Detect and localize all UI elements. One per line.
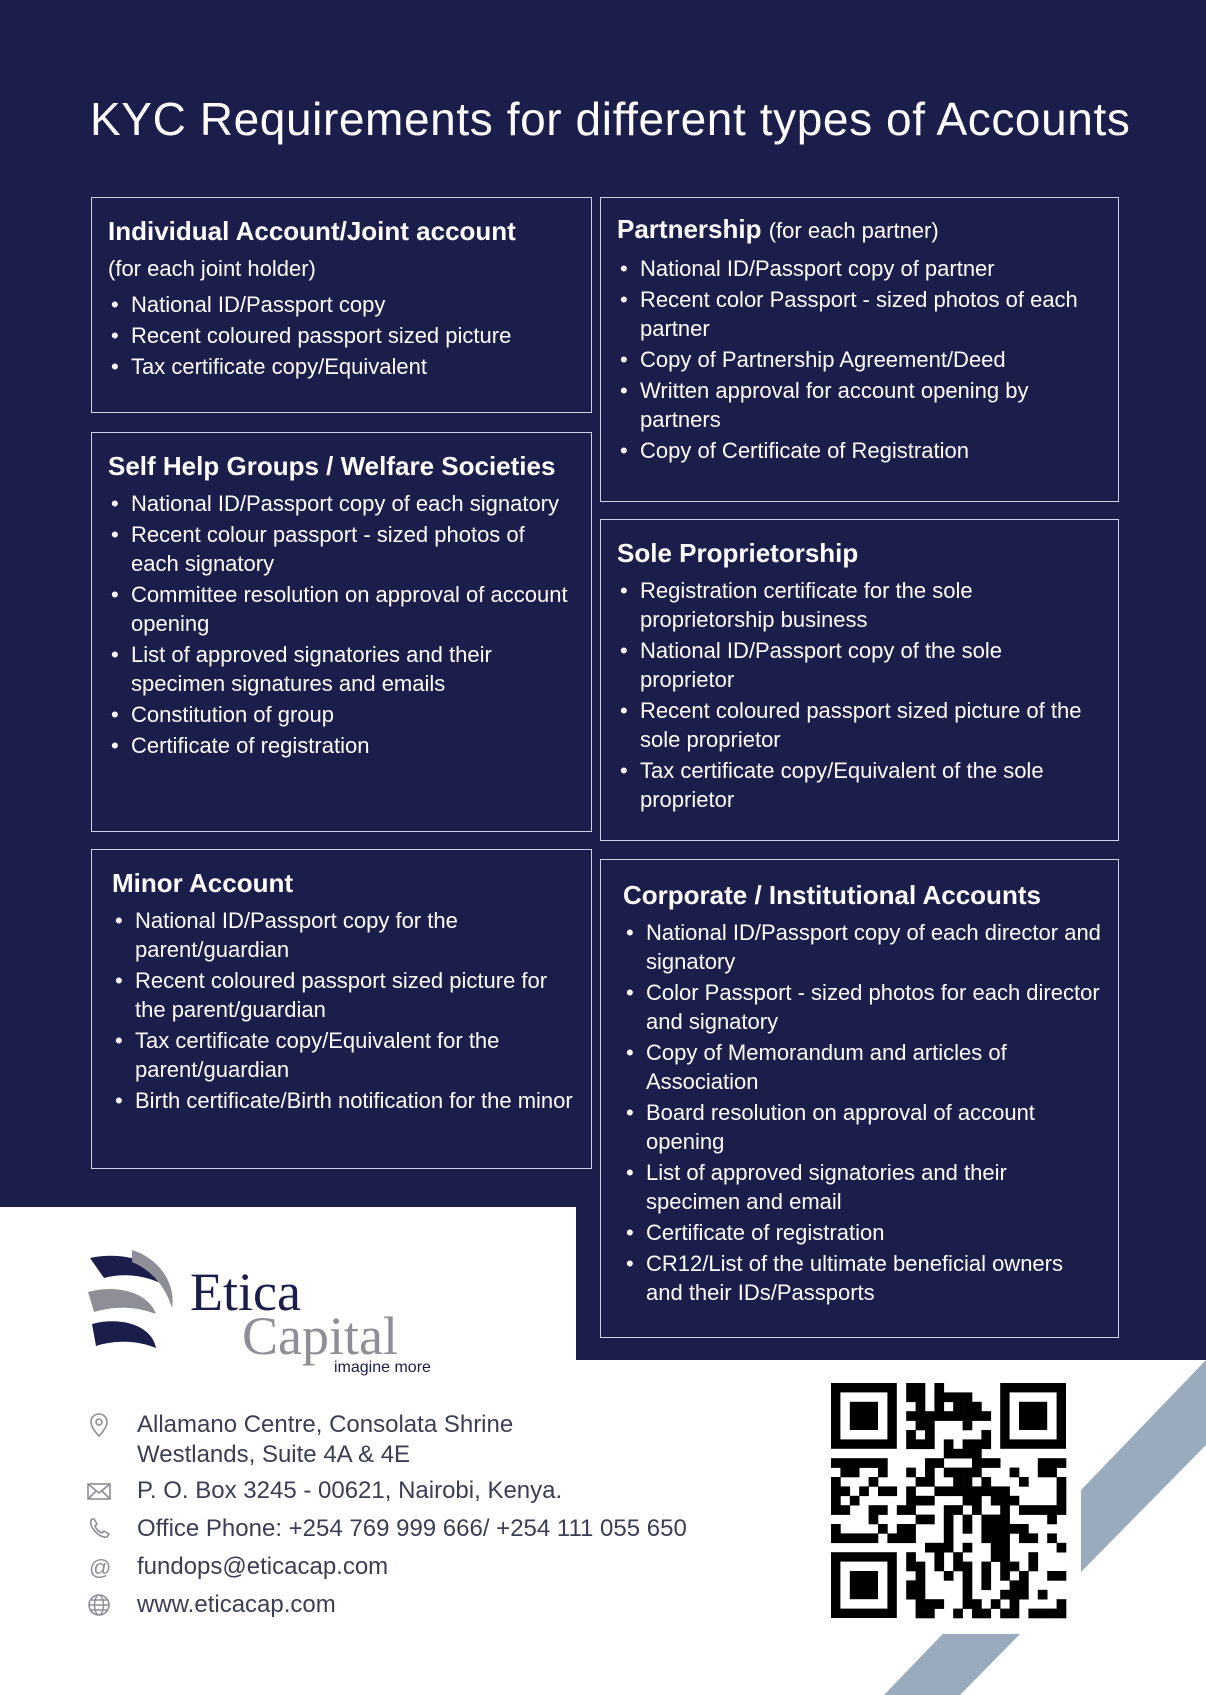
requirement-list: [617, 576, 1102, 814]
section-minor-account: [91, 849, 592, 1169]
requirement-list: [617, 254, 1102, 465]
contact-address: [86, 1410, 786, 1470]
phone-icon: [86, 1516, 112, 1542]
list-item: • Recent coloured passport sized picture for the parent/guardian: [112, 966, 575, 1024]
section-partnership: [600, 197, 1119, 502]
list-item: • Committee resolution on approval of account opening: [108, 580, 575, 638]
list-item: • Board resolution on approval of account opening: [623, 1098, 1102, 1156]
location-pin-icon: [86, 1412, 112, 1438]
qr-code-icon: [817, 1369, 1081, 1634]
email-link[interactable]: fundops@eticacap.com: [137, 1553, 389, 1580]
list-item: • List of approved signatories and their specimen signatures and emails: [108, 640, 575, 698]
list-item: • Recent coloured passport sized picture: [108, 321, 575, 350]
list-item: • Tax certificate copy/Equivalent of the sole proprietor: [617, 756, 1102, 814]
list-item: • Copy of Certificate of Registration: [617, 436, 1102, 465]
logo-word-etica: Etica: [190, 1262, 301, 1322]
list-item: • Tax certificate copy/Equivalent for the parent/guardian: [112, 1026, 575, 1084]
list-item: • Birth certificate/Birth notification for the minor: [112, 1086, 575, 1115]
list-item: • Tax certificate copy/Equivalent: [108, 352, 575, 381]
list-item: • Certificate of registration: [108, 731, 575, 760]
list-item: • Certificate of registration: [623, 1218, 1102, 1247]
website-link[interactable]: www.eticacap.com: [137, 1591, 336, 1618]
page-title: KYC Requirements for different types of Accounts: [90, 93, 1131, 145]
section-heading: Individual Account/Joint account: [108, 216, 516, 246]
list-item: • National ID/Passport copy of each director and signatory: [623, 918, 1102, 976]
list-item: • List of approved signatories and their specimen and email: [623, 1158, 1102, 1216]
requirement-list: [623, 918, 1102, 1307]
logo-swoosh-icon: [86, 1248, 446, 1378]
svg-text:@: @: [89, 1555, 112, 1580]
contact-email: [86, 1552, 786, 1582]
requirement-list: [108, 489, 575, 760]
qr-code[interactable]: [817, 1369, 1081, 1634]
list-item: • National ID/Passport copy for the parent/guardian: [112, 906, 575, 964]
etica-capital-logo: [86, 1248, 446, 1378]
heading-note: (for each partner): [768, 218, 939, 243]
requirement-list: [112, 906, 575, 1115]
list-item: • National ID/Passport copy of the sole proprietor: [617, 636, 1102, 694]
section-heading: Minor Account: [112, 868, 294, 898]
logo-tagline: imagine more: [334, 1359, 431, 1376]
list-item: • Constitution of group: [108, 700, 575, 729]
section-heading: Corporate / Institutional Accounts: [623, 880, 1041, 910]
phone-text[interactable]: Office Phone: +254 769 999 666/ +254 111 055 650: [137, 1515, 687, 1542]
contact-website: [86, 1590, 786, 1620]
address-line-1: Allamano Centre, Consolata Shrine: [137, 1411, 514, 1438]
list-item: • National ID/Passport copy: [108, 290, 575, 319]
section-self-help-groups: [91, 432, 592, 832]
logo-word-capital: Capital: [242, 1306, 398, 1366]
envelope-icon: [86, 1478, 112, 1504]
contact-po-box: [86, 1476, 786, 1506]
list-item: • Copy of Partnership Agreement/Deed: [617, 345, 1102, 374]
list-item: • Copy of Memorandum and articles of Association: [623, 1038, 1102, 1096]
address-line-2: Westlands, Suite 4A & 4E: [137, 1441, 411, 1468]
at-sign-icon: [86, 1554, 112, 1580]
requirement-list: [108, 290, 575, 381]
list-item: • National ID/Passport copy of each signatory: [108, 489, 575, 518]
contact-phone: [86, 1514, 786, 1544]
list-item: • Registration certificate for the sole proprietorship business: [617, 576, 1102, 634]
list-item: • Written approval for account opening by partners: [617, 376, 1102, 434]
list-item: • Recent color Passport - sized photos of each partner: [617, 285, 1102, 343]
section-individual-account: [91, 197, 592, 413]
section-subheading: (for each joint holder): [108, 256, 316, 281]
list-item: • CR12/List of the ultimate beneficial owners and their IDs/Passports: [623, 1249, 1102, 1307]
list-item: • Recent coloured passport sized picture of the sole proprietor: [617, 696, 1102, 754]
section-heading: [617, 212, 1102, 248]
list-item: • National ID/Passport copy of partner: [617, 254, 1102, 283]
list-item: • Recent colour passport - sized photos of each signatory: [108, 520, 575, 578]
section-corporate-accounts: [600, 859, 1119, 1338]
section-heading: Self Help Groups / Welfare Societies: [108, 451, 556, 481]
section-heading: Sole Proprietorship: [617, 538, 859, 568]
section-sole-proprietorship: [600, 519, 1119, 841]
list-item: • Color Passport - sized photos for each director and signatory: [623, 978, 1102, 1036]
heading-text: Partnership: [617, 214, 762, 244]
globe-icon: [86, 1592, 112, 1618]
po-box-text: P. O. Box 3245 - 00621, Nairobi, Kenya.: [137, 1477, 563, 1504]
